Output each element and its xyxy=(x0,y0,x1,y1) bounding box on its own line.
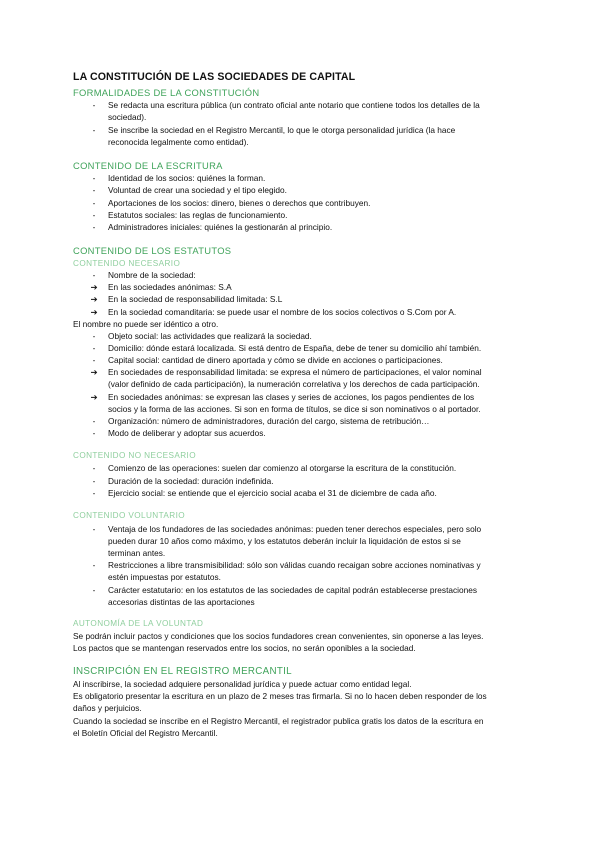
paragraph-line: Los pactos que se mantengan reservados entre los socios, no serán oponibles a la sociedad. xyxy=(73,643,416,653)
paragraph-line: daños y perjuicios. xyxy=(73,703,142,713)
dash-bullet: - xyxy=(92,416,96,426)
list-item-continuation: accesorias distintas de las aportaciones xyxy=(108,597,255,607)
subheading-voluntario: CONTENIDO VOLUNTARIO xyxy=(73,511,186,520)
arrow-bullet: ➔ xyxy=(90,282,98,292)
list-item: Domicilio: dónde estará localizada. Si está dentro de España, debe de tener su domicilio ahí también. xyxy=(108,343,482,353)
list-item-continuation: reconocida legalmente como entidad). xyxy=(108,137,249,147)
list-item: Comienzo de las operaciones: suelen dar comienzo al otorgarse la escritura de la constitución. xyxy=(108,463,457,473)
dash-bullet: - xyxy=(92,560,96,570)
list-item: En las sociedades anónimas: S.A xyxy=(108,282,232,292)
list-item: Carácter estatutario: en los estatutos de las sociedades de capital podrán establecerse prestaciones xyxy=(108,585,477,595)
arrow-bullet: ➔ xyxy=(90,294,98,304)
list-item: Administradores iniciales: quiénes la gestionarán al principio. xyxy=(108,222,333,232)
list-item: Ventaja de los fundadores de las sociedades anónimas: pueden tener derechos especiales, pero solo xyxy=(108,524,482,534)
dash-bullet: - xyxy=(92,173,96,183)
arrow-bullet: ➔ xyxy=(90,367,98,377)
list-item: Objeto social: las actividades que realizará la sociedad. xyxy=(108,331,312,341)
dash-bullet: - xyxy=(92,428,96,438)
paragraph-line: Cuando la sociedad se inscribe en el Registro Mercantil, el registrador publica gratis los datos de la escritura en xyxy=(73,716,484,726)
subheading-autonomia: AUTONOMÍA DE LA VOLUNTAD xyxy=(73,619,204,628)
list-item-continuation: sociedad). xyxy=(108,112,147,122)
dash-bullet: - xyxy=(92,343,96,353)
list-item: Aportaciones de los socios: dinero, bienes o derechos que contribuyen. xyxy=(108,198,371,208)
list-item: Ejercicio social: se entiende que el ejercicio social acaba el 31 de diciembre de cada año. xyxy=(108,488,437,498)
paragraph-line: Al inscribirse, la sociedad adquiere personalidad jurídica y puede actuar como entidad legal. xyxy=(73,679,412,689)
paragraph-line: Se podrán incluir pactos y condiciones que los socios fundadores crean convenientes, sin oponerse a las leyes. xyxy=(73,631,484,641)
list-item: Modo de deliberar y adoptar sus acuerdos. xyxy=(108,428,266,438)
list-item: Voluntad de crear una sociedad y el tipo elegido. xyxy=(108,185,287,195)
list-item-continuation: socios y la forma de las acciones. Si son en forma de títulos, se dice si son nominativos o al portador. xyxy=(108,404,481,414)
heading-formalidades: FORMALIDADES DE LA CONSTITUCIÓN xyxy=(73,87,260,98)
list-item: Organización: número de administradores, duración del cargo, sistema de retribución… xyxy=(108,416,430,426)
dash-bullet: - xyxy=(92,331,96,341)
list-item: En la sociedad de responsabilidad limitada: S.L xyxy=(108,294,283,304)
paragraph-line: el Boletín Oficial del Registro Mercantil. xyxy=(73,728,218,738)
dash-bullet: - xyxy=(92,210,96,220)
list-item: En la sociedad comanditaria: se puede usar el nombre de los socios colectivos o S.Com por A. xyxy=(108,307,457,317)
dash-bullet: - xyxy=(92,524,96,534)
subheading-necesario: CONTENIDO NECESARIO xyxy=(73,259,181,268)
list-item: Nombre de la sociedad: xyxy=(108,270,196,280)
paragraph-line: El nombre no puede ser idéntico a otro. xyxy=(73,319,219,329)
paragraph-line: Es obligatorio presentar la escritura en un plazo de 2 meses tras firmarla. Si no lo hacen deben responder de los xyxy=(73,691,487,701)
document-title: LA CONSTITUCIÓN DE LAS SOCIEDADES DE CAPITAL xyxy=(73,71,356,83)
dash-bullet: - xyxy=(92,198,96,208)
dash-bullet: - xyxy=(92,463,96,473)
list-item: Se redacta una escritura pública (un contrato oficial ante notario que contiene todos los detalles de la xyxy=(108,100,480,110)
dash-bullet: - xyxy=(92,100,96,110)
list-item: En sociedades de responsabilidad limitada: se expresa el número de participaciones, el valor nominal xyxy=(108,367,482,377)
subheading-no-necesario: CONTENIDO NO NECESARIO xyxy=(73,451,196,460)
dash-bullet: - xyxy=(92,125,96,135)
list-item: Se inscribe la sociedad en el Registro Mercantil, lo que le otorga personalidad jurídica (la hace xyxy=(108,125,456,135)
dash-bullet: - xyxy=(92,355,96,365)
arrow-bullet: ➔ xyxy=(90,307,98,317)
dash-bullet: - xyxy=(92,585,96,595)
list-item: En sociedades anónimas: se expresan las clases y series de acciones, los pagos pendientes de los xyxy=(108,392,475,402)
heading-inscripcion: INSCRIPCIÓN EN EL REGISTRO MERCANTIL xyxy=(73,666,292,677)
list-item-continuation: estén impuestas por estatutos. xyxy=(108,572,221,582)
arrow-bullet: ➔ xyxy=(90,392,98,402)
list-item: Restricciones a libre transmisibilidad: sólo son válidas cuando recaigan sobre acciones nominativas y xyxy=(108,560,481,570)
heading-estatutos: CONTENIDO DE LOS ESTATUTOS xyxy=(73,245,232,256)
list-item-continuation: pueden durar 10 años como máximo, y los estatutos deberán incluir la liquidación de estos si se xyxy=(108,536,461,546)
list-item: Capital social: cantidad de dinero aportada y cómo se divide en acciones o participaciones. xyxy=(108,355,443,365)
dash-bullet: - xyxy=(92,185,96,195)
list-item-continuation: (valor definido de cada participación), la numeración correlativa y los derechos de cada participación. xyxy=(108,379,480,389)
dash-bullet: - xyxy=(92,270,96,280)
list-item: Duración de la sociedad: duración indefinida. xyxy=(108,476,274,486)
list-item: Estatutos sociales: las reglas de funcionamiento. xyxy=(108,210,288,220)
heading-escritura: CONTENIDO DE LA ESCRITURA xyxy=(73,160,223,171)
dash-bullet: - xyxy=(92,222,96,232)
dash-bullet: - xyxy=(92,476,96,486)
list-item-continuation: terminan antes. xyxy=(108,548,166,558)
list-item: Identidad de los socios: quiénes la forman. xyxy=(108,173,266,183)
dash-bullet: - xyxy=(92,488,96,498)
